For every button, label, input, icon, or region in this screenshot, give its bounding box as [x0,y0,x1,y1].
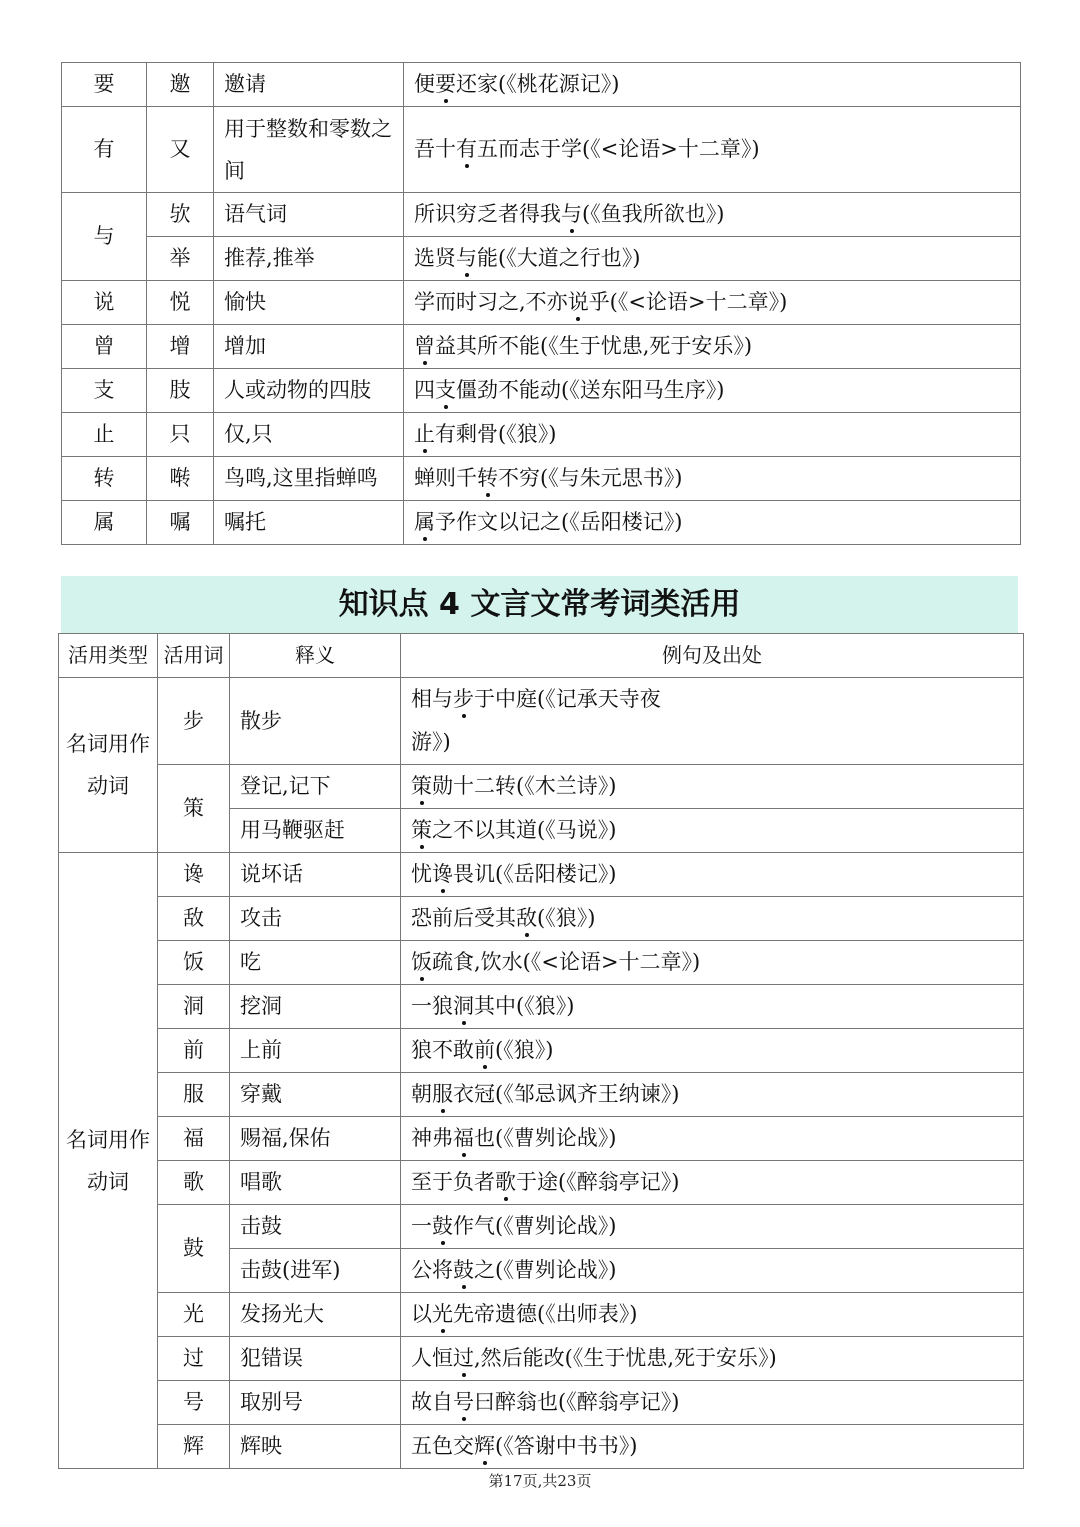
meaning-cell: 吃 [230,941,401,985]
meaning-cell: 辉映 [230,1425,401,1469]
emphasized-char: 与 [456,237,477,280]
meaning-cell: 唱歌 [230,1161,401,1205]
emphasized-char: 要 [435,63,456,106]
table-row [59,1073,1024,1117]
emphasized-char: 前 [474,1029,495,1072]
usage-word-cell: 步 [158,678,230,765]
original-char-cell: 啭 [147,457,214,501]
tongjia-char-cell: 有 [62,107,147,193]
example-text: 先帝遗德(《出师表》) [453,1302,638,1326]
example-text: 勋十二转(《木兰诗》) [432,774,617,798]
example-cell [401,897,1024,941]
emphasized-char: 歌 [495,1161,516,1204]
meaning-cell: 挖洞 [230,985,401,1029]
example-text: 于途(《醉翁亭记》) [516,1170,680,1194]
example-text: (《狼》) [495,1038,554,1062]
table-row [59,985,1024,1029]
table-row [62,501,1021,545]
usage-word-cell: 光 [158,1293,230,1337]
column-header: 活用类型 [59,634,158,678]
example-text: 人恒 [411,1346,453,1370]
example-text: 其中(《狼》) [474,994,575,1018]
usage-word-cell: 辉 [158,1425,230,1469]
example-text: 作气(《曹刿论战》) [453,1214,617,1238]
meaning-cell: 说坏话 [230,853,401,897]
usage-word-cell: 敌 [158,897,230,941]
meaning-cell: 用马鞭驱赶 [230,809,401,853]
example-cell [401,1205,1024,1249]
example-cell [401,1161,1024,1205]
example-cell [404,237,1021,281]
usage-word-cell: 歌 [158,1161,230,1205]
table-row [59,1029,1024,1073]
example-text: (《答谢中书书》) [495,1434,638,1458]
tongjia-char-cell: 与 [62,193,147,281]
original-char-cell: 欤 [147,193,214,237]
table-row [62,193,1021,237]
table-row [62,369,1021,413]
example-cell [404,193,1021,237]
usage-word-cell: 福 [158,1117,230,1161]
example-text: 还家(《桃花源记》) [456,72,620,96]
example-text: 不穷(《与朱元思书》) [498,466,683,490]
example-text: 之(《曹刿论战》) [474,1258,617,1282]
example-text: 曰醉翁也(《醉翁亭记》) [474,1390,680,1414]
usage-type-cell: 名词用作动词 [59,678,158,853]
table-row [62,63,1021,107]
emphasized-char: 谗 [432,853,453,896]
example-text: 衣冠(《邹忌讽齐王纳谏》) [453,1082,680,1106]
example-text: 所识穷乏者得我 [414,202,561,226]
table-row [59,1381,1024,1425]
table-row [59,941,1024,985]
table-row [59,678,1024,765]
example-cell [401,1381,1024,1425]
header-row [59,634,1024,678]
example-cell [401,1117,1024,1161]
table-row [59,1337,1024,1381]
meaning-cell: 语气词 [214,193,404,237]
example-cell [404,63,1021,107]
emphasized-char: 止 [414,413,435,456]
emphasized-char: 转 [477,457,498,500]
example-cell [401,1073,1024,1117]
meaning-cell: 击鼓 [230,1205,401,1249]
meaning-cell: 推荐,推举 [214,237,404,281]
usage-type-cell: 名词用作动词 [59,853,158,1469]
tongjiazi-table [61,62,1021,545]
example-cell [401,1425,1024,1469]
emphasized-char: 策 [411,809,432,852]
meaning-cell: 赐福,保佑 [230,1117,401,1161]
emphasized-char: 敌 [516,897,537,940]
meaning-cell: 发扬光大 [230,1293,401,1337]
example-cell [404,413,1021,457]
example-cell [404,107,1021,193]
original-char-cell: 嘱 [147,501,214,545]
example-cell [401,809,1024,853]
tongjia-char-cell: 止 [62,413,147,457]
example-cell [401,1337,1024,1381]
section-title: 知识点 4 文言文常考词类活用 [61,576,1018,633]
example-text: 僵劲不能动(《送东阳马生序》) [456,378,725,402]
example-text: 于中庭(《记承天寺夜游》) [411,687,661,754]
table-row [59,1117,1024,1161]
table-row [62,457,1021,501]
example-cell [404,501,1021,545]
column-header: 释义 [230,634,401,678]
example-text: 朝 [411,1082,432,1106]
usage-word-cell: 洞 [158,985,230,1029]
example-cell [404,281,1021,325]
table-row [59,1293,1024,1337]
column-header: 活用词 [158,634,230,678]
emphasized-char: 过 [453,1337,474,1380]
example-cell [401,853,1024,897]
emphasized-char: 支 [435,369,456,412]
meaning-cell: 犯错误 [230,1337,401,1381]
word-class-table-body [59,634,1024,1469]
meaning-cell: 鸟鸣,这里指蝉鸣 [214,457,404,501]
example-text: 一狼 [411,994,453,1018]
example-text: 能(《大道之行也》) [477,246,641,270]
emphasized-char: 光 [432,1293,453,1336]
example-text: 之不以其道(《马说》) [432,818,617,842]
meaning-cell: 嘱托 [214,501,404,545]
emphasized-char: 号 [453,1381,474,1424]
example-text: 吾十 [414,137,456,161]
table-row [62,281,1021,325]
tongjia-char-cell: 转 [62,457,147,501]
meaning-cell: 人或动物的四肢 [214,369,404,413]
example-text: 予作文以记之(《岳阳楼记》) [435,510,683,534]
original-char-cell: 又 [147,107,214,193]
example-cell [404,325,1021,369]
example-text: 有剩骨(《狼》) [435,422,557,446]
usage-word-cell: 饭 [158,941,230,985]
usage-word-cell: 鼓 [158,1205,230,1293]
original-char-cell: 举 [147,237,214,281]
emphasized-char: 饭 [411,941,432,984]
original-char-cell: 肢 [147,369,214,413]
table-row [59,1425,1024,1469]
emphasized-char: 步 [453,678,474,721]
example-text: 一 [411,1214,432,1238]
tongjiazi-table-body [62,63,1021,545]
emphasized-char: 策 [411,765,432,808]
tongjia-char-cell: 要 [62,63,147,107]
example-text: 五色交 [411,1434,474,1458]
table-row [62,325,1021,369]
example-text: 疏食,饮水(《<论语>十二章》) [432,950,701,974]
emphasized-char: 鼓 [453,1249,474,1292]
example-text: 选贤 [414,246,456,270]
example-text: 也(《曹刿论战》) [474,1126,617,1150]
usage-word-cell: 策 [158,765,230,853]
usage-word-cell: 前 [158,1029,230,1073]
example-cell [404,369,1021,413]
word-class-table [58,633,1024,1469]
emphasized-char: 说 [568,281,589,324]
meaning-cell: 取别号 [230,1381,401,1425]
example-cell [401,765,1024,809]
table-row [59,897,1024,941]
meaning-cell: 上前 [230,1029,401,1073]
emphasized-char: 鼓 [432,1205,453,1248]
example-text: 忧 [411,862,432,886]
example-cell [401,941,1024,985]
column-header: 例句及出处 [401,634,1024,678]
example-text: 故自 [411,1390,453,1414]
emphasized-char: 曾 [414,325,435,368]
table-row [59,853,1024,897]
table-row [62,237,1021,281]
original-char-cell: 增 [147,325,214,369]
page-footer: 第17页,共23页 [488,1472,592,1490]
meaning-cell: 登记,记下 [230,765,401,809]
example-text: 便 [414,72,435,96]
emphasized-char: 属 [414,501,435,544]
meaning-cell: 增加 [214,325,404,369]
meaning-cell: 邀请 [214,63,404,107]
emphasized-char: 辉 [474,1425,495,1468]
meaning-cell: 愉快 [214,281,404,325]
usage-word-cell: 服 [158,1073,230,1117]
meaning-cell: 用于整数和零数之间 [214,107,404,193]
example-text: 五而志于学(《<论语>十二章》) [477,137,760,161]
example-cell [401,678,1024,765]
example-text: ,然后能改(《生于忧患,死于安乐》) [474,1346,777,1370]
tongjia-char-cell: 说 [62,281,147,325]
example-text: 恐前后受其 [411,906,516,930]
example-text: 以 [411,1302,432,1326]
example-text: (《鱼我所欲也》) [582,202,725,226]
example-text: 畏讥(《岳阳楼记》) [453,862,617,886]
example-cell [401,1293,1024,1337]
example-text: (《狼》) [537,906,596,930]
example-cell [401,1029,1024,1073]
table-row [59,1205,1024,1249]
meaning-cell: 散步 [230,678,401,765]
meaning-cell: 击鼓(进军) [230,1249,401,1293]
example-text: 学而时习之,不亦 [414,290,568,314]
example-cell [401,1249,1024,1293]
example-text: 益其所不能(《生于忧患,死于安乐》) [435,334,753,358]
example-text: 至于负者 [411,1170,495,1194]
example-text: 相与 [411,687,453,711]
example-cell [401,985,1024,1029]
tongjia-char-cell: 曾 [62,325,147,369]
emphasized-char: 与 [561,193,582,236]
example-text: 狼不敢 [411,1038,474,1062]
table-row [59,765,1024,809]
example-text: 公将 [411,1258,453,1282]
emphasized-char: 洞 [453,985,474,1028]
usage-word-cell: 谗 [158,853,230,897]
tongjia-char-cell: 属 [62,501,147,545]
original-char-cell: 悦 [147,281,214,325]
usage-word-cell: 号 [158,1381,230,1425]
example-text: 神弗 [411,1126,453,1150]
example-text: 蝉则千 [414,466,477,490]
emphasized-char: 有 [456,128,477,171]
usage-word-cell: 过 [158,1337,230,1381]
example-text: 四 [414,378,435,402]
tongjia-char-cell: 支 [62,369,147,413]
table-row [62,413,1021,457]
meaning-cell: 穿戴 [230,1073,401,1117]
table-row [62,107,1021,193]
example-cell [404,457,1021,501]
example-text: 乎(《<论语>十二章》) [588,290,788,314]
meaning-cell: 仅,只 [214,413,404,457]
table-row [59,1161,1024,1205]
emphasized-char: 福 [453,1117,474,1160]
meaning-cell: 攻击 [230,897,401,941]
original-char-cell: 邀 [147,63,214,107]
original-char-cell: 只 [147,413,214,457]
emphasized-char: 服 [432,1073,453,1116]
